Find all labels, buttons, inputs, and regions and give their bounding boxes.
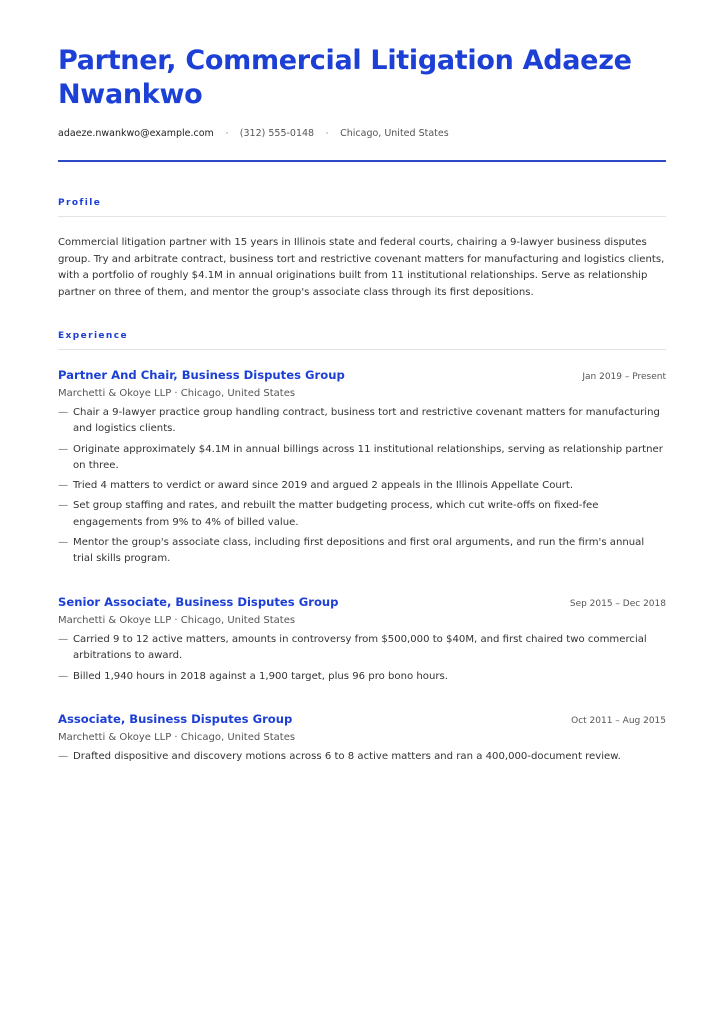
- job-company: Marchetti & Okoye LLP · Chicago, United States: [58, 615, 296, 626]
- bullet-item: [58, 535, 666, 568]
- dash-marker: —: [58, 537, 69, 549]
- job-dates: Jan 2019 – Present: [582, 372, 666, 382]
- job-title: Partner And Chair, Business Disputes Group: [58, 368, 345, 382]
- separator-dot: [326, 132, 328, 134]
- experience-heading: Experience: [58, 331, 666, 350]
- bullet-item: [58, 478, 666, 494]
- dash-marker: —: [58, 443, 69, 455]
- experience-entry: [58, 368, 666, 572]
- job-title: Associate, Business Disputes Group: [58, 712, 293, 726]
- bullet-text: Tried 4 matters to verdict or award since 2019 and argued 2 appeals in the Illinois Appellate Court.: [73, 480, 574, 492]
- candidate-name: Partner, Commercial Litigation Adaeze Nwankwo: [58, 45, 632, 110]
- bullet-text: Drafted dispositive and discovery motions across 6 to 8 active matters and ran a 400,000-document review.: [73, 751, 621, 762]
- job-title: Senior Associate, Business Disputes Group: [58, 595, 339, 609]
- bullet-text: Originate approximately $4.1M in annual billings across 11 institutional relationships, serving as relationship partner on three.: [73, 443, 663, 471]
- job-dates: Oct 2011 – Aug 2015: [571, 716, 666, 726]
- job-company: Marchetti & Okoye LLP · Chicago, United States: [58, 388, 296, 399]
- location: Chicago, United States: [340, 127, 449, 139]
- dash-marker: —: [58, 751, 69, 762]
- phone-number: (312) 555-0148: [239, 127, 315, 139]
- bullet-item: [58, 498, 666, 531]
- profile-summary: Commercial litigation partner with 15 years in Illinois state and federal courts, chairing a 9-lawyer business disputes group. Try and arbitrate contract, business tort and restrictive covenant matters for manufacturing and logistics clients, with a portfolio of roughly $4.1M in annual originations built from 11 institutional relationships. Serve as relationship partner on three of them, and mentor the group's associate class through its first depositions.: [58, 237, 665, 298]
- bullet-text: Carried 9 to 12 active matters, amounts in controversy from $500,000 to $40M, and first chaired two commercial arbitrations to award.: [73, 634, 647, 662]
- experience-entry: [58, 712, 666, 769]
- dash-marker: —: [58, 407, 69, 418]
- bullet-item: [58, 669, 666, 685]
- job-dates: Sep 2015 – Dec 2018: [569, 599, 666, 609]
- profile-heading: Profile: [58, 198, 666, 217]
- dash-marker: —: [58, 634, 69, 645]
- job-company: Marchetti & Okoye LLP · Chicago, United States: [58, 732, 296, 743]
- dash-marker: —: [58, 500, 69, 512]
- dash-marker: —: [58, 670, 69, 682]
- job-header: [58, 595, 666, 609]
- email-address: adaeze.nwankwo@example.com: [58, 127, 214, 139]
- job-header: [58, 368, 666, 382]
- contact-line: [58, 126, 666, 140]
- bullet-text: Mentor the group's associate class, including first depositions and first oral arguments, and run the firm's annual trial skills program.: [73, 537, 645, 565]
- bullet-text: Set group staffing and rates, and rebuilt the matter budgeting process, which cut write-offs on fixed-fee engagements from 9% to 4% of billed value.: [73, 500, 599, 528]
- experience-entry: [58, 595, 666, 689]
- job-header: [58, 712, 666, 726]
- resume-header: [58, 44, 666, 140]
- job-bullets: [58, 749, 666, 765]
- bullet-text: Billed 1,940 hours in 2018 against a 1,900 target, plus 96 pro bono hours.: [73, 670, 448, 682]
- bullet-item: [58, 632, 666, 665]
- job-bullets: [58, 632, 666, 685]
- header-divider: [58, 160, 666, 162]
- bullet-item: [58, 749, 666, 765]
- job-bullets: [58, 405, 666, 568]
- bullet-item: [58, 405, 666, 438]
- bullet-item: [58, 442, 666, 475]
- bullet-text: Chair a 9-lawyer practice group handling contract, business tort and restrictive covenant matters for manufacturing and logistics clients.: [73, 407, 660, 435]
- dash-marker: —: [58, 480, 69, 492]
- separator-dot: [226, 132, 228, 134]
